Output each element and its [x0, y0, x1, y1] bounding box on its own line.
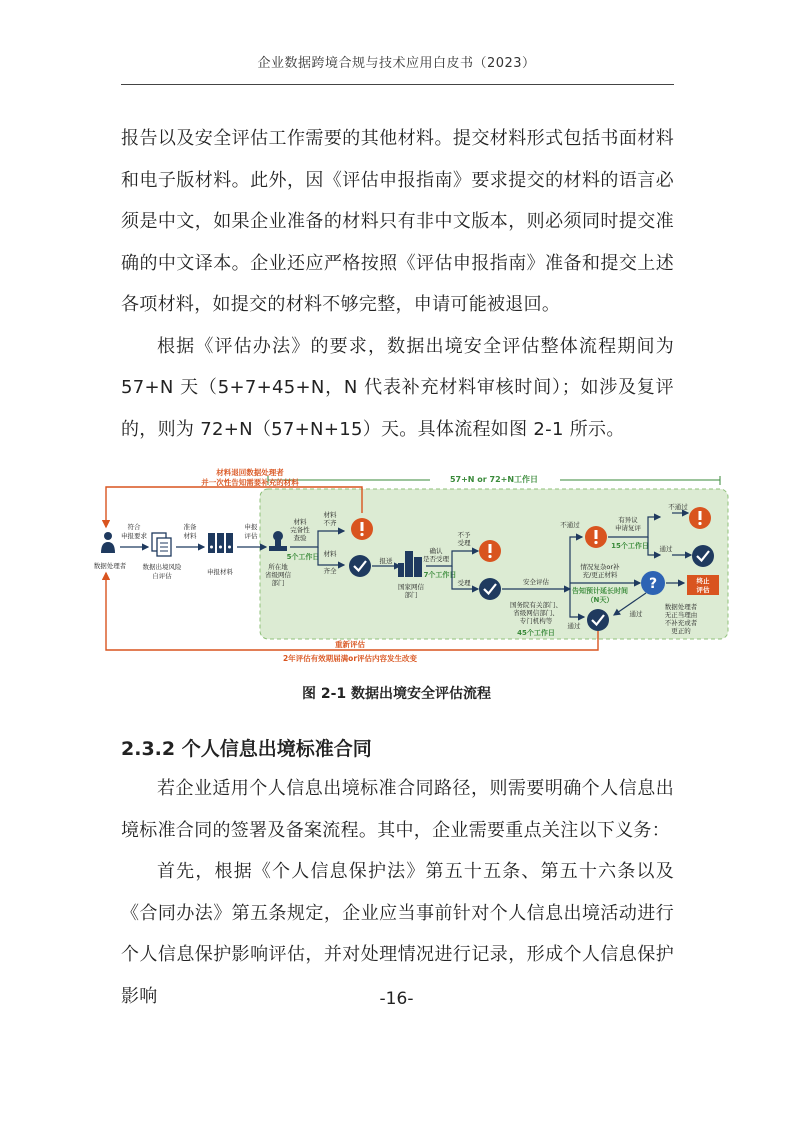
- stop-reason: 数据处理者: [664, 603, 698, 611]
- checkmark-icon: [479, 578, 501, 600]
- complete-label: 齐全: [323, 567, 337, 575]
- period-label: 57+N or 72+N工作日: [449, 475, 539, 484]
- exclamation-icon: [479, 540, 501, 562]
- stop-reason: 无正当理由: [664, 611, 698, 619]
- paragraph: 根据《评估办法》的要求，数据出境安全评估整体流程期间为57+N 天（5+7+45+N，N 代表补充材料审核时间）；如涉及复评的，则为 72+N（57+N+15）天。具体流程如图 2-1 所示。: [121, 335, 674, 440]
- national-label: 国家网信: [398, 583, 424, 591]
- complete-label: 材料: [323, 550, 337, 558]
- check-label: 材料: [293, 518, 307, 526]
- depts-label: 省级网信部门、: [513, 609, 559, 617]
- stop-reason: 更正的: [671, 627, 691, 635]
- page-number: -16-: [379, 989, 414, 1009]
- prov-label: 部门: [271, 579, 285, 587]
- days5-label: 5个工作日: [286, 553, 320, 561]
- pass-mid-label: 通过: [629, 610, 643, 618]
- exclamation-icon: [585, 526, 607, 548]
- question-icon: [641, 571, 665, 595]
- not-accept-label: 不予: [457, 531, 471, 539]
- binders-icon: [208, 533, 233, 553]
- step3-arrow-label: 评估: [244, 532, 258, 540]
- exclamation-icon: [689, 507, 711, 529]
- objection-label: 有异议: [618, 516, 638, 524]
- top-feedback-label: 材料退回数据处理者: [216, 468, 284, 477]
- national-label: 部门: [404, 591, 418, 599]
- actor-label: 数据处理者: [93, 562, 127, 570]
- paragraph: 首先，根据《个人信息保护法》第五十五条、第五十六条以及《合同办法》第五条规定，企业应当事前针对个人信息出境活动进行个人信息保护影响评估，并对处理情况进行记录，形成个人信息保护影响: [121, 861, 674, 1007]
- days7-label: 7个工作日: [423, 571, 457, 579]
- person-icon: [101, 532, 115, 553]
- stop-label: 评估: [696, 586, 710, 594]
- figure-caption: 图 2-1 数据出境安全评估流程: [301, 686, 492, 702]
- header-rule: [121, 84, 674, 85]
- document-icon: [152, 533, 171, 556]
- prov-label: 省级网信: [265, 571, 291, 579]
- pass-bottom-label: 通过: [567, 622, 581, 630]
- depts-label: 专门机构等: [519, 617, 553, 625]
- security-eval-label: 安全评估: [523, 578, 549, 586]
- not-pass-top-label: 不通过: [560, 521, 580, 529]
- paragraph: 若企业适用个人信息出境标准合同路径，则需要明确个人信息出境标准合同的签署及备案流程。其中，企业需要重点关注以下义务：: [121, 778, 674, 841]
- not-accept-label: 受理: [457, 539, 471, 547]
- check-label: 查验: [293, 534, 307, 542]
- step2-label: 申报材料: [207, 568, 233, 576]
- step1-arrow-label: 符合: [127, 523, 141, 531]
- days15-label: 15个工作日: [611, 542, 649, 550]
- prov-label: 所在地: [268, 563, 288, 571]
- step1-arrow-label: 申报要求: [121, 532, 147, 540]
- complex-label: 充/更正材料: [582, 571, 618, 579]
- extend-label: （N天）: [586, 596, 614, 604]
- stop-label: 终止: [696, 577, 710, 585]
- complex-label: 情况复杂or补: [580, 563, 620, 571]
- accept-label: 受理: [457, 579, 471, 587]
- body-text-bottom: [121, 768, 674, 1017]
- step1-label: 数据出境风险: [142, 563, 182, 571]
- days45-label: 45个工作日: [517, 629, 555, 637]
- bottom-feedback-label: 2年评估有效期届满or评估内容发生改变: [282, 654, 418, 663]
- step2-arrow-label: 准备: [183, 523, 197, 531]
- confirm-label: 确认: [429, 547, 443, 555]
- objection-label: 申请复评: [615, 524, 641, 532]
- step1-label: 自评估: [152, 572, 172, 580]
- body-text-top: [121, 118, 674, 450]
- step2-arrow-label: 材料: [183, 532, 197, 540]
- flow-diagram: [93, 465, 730, 665]
- check-label: 完备性: [290, 526, 310, 534]
- review-pass-label: 通过: [659, 545, 673, 553]
- review-fail-label: 不通过: [668, 503, 688, 511]
- depts-label: 国务院有关部门、: [510, 601, 562, 609]
- svg-text:?: ?: [648, 576, 658, 592]
- confirm-label: 是否受理: [423, 555, 449, 563]
- incomplete-label: 材料: [323, 511, 337, 519]
- report-label: 报送: [379, 557, 393, 565]
- checkmark-icon: [587, 609, 609, 631]
- stop-reason: 不补充或者: [664, 619, 698, 627]
- running-header: 企业数据跨境合规与技术应用白皮书（2023）: [257, 56, 536, 71]
- step3-arrow-label: 申报: [244, 523, 258, 531]
- section-heading: 2.3.2 个人信息出境标准合同: [121, 738, 372, 760]
- top-feedback-label: 并一次性告知需要补充的材料: [201, 478, 299, 487]
- incomplete-label: 不齐: [323, 519, 337, 527]
- paragraph: 报告以及安全评估工作需要的其他材料。提交材料形式包括书面材料和电子版材料。此外，因《评估申报指南》要求提交的材料的语言必须是中文，如果企业准备的材料只有非中文版本，则必须同时提交准确的中文译本。企业还应严格按照《评估申报指南》准备和提交上述各项材料，如提交的材料不够完整，申请可能被退回。: [121, 128, 674, 315]
- checkmark-icon: [349, 555, 371, 577]
- extend-label: 告知预计延长时间: [572, 587, 628, 595]
- re-eval-label: 重新评估: [335, 640, 365, 649]
- exclamation-icon: [351, 518, 373, 540]
- checkmark-icon: [692, 545, 714, 567]
